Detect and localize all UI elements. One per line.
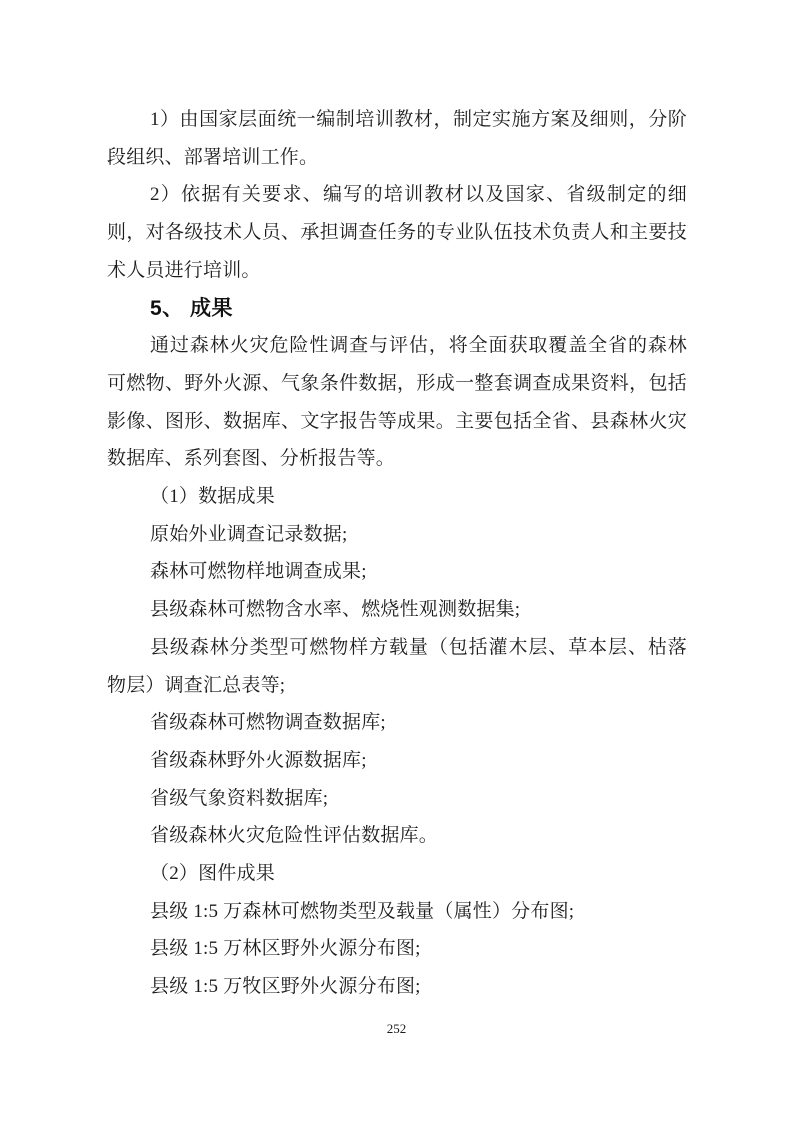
paragraph-training-item-2: 2）依据有关要求、编写的培训教材以及国家、省级制定的细则，对各级技术人员、承担调查任务的专业队伍技术负责人和主要技术人员进行培训。 <box>107 184 687 281</box>
list-item-county-fuel-moisture-dataset: 县级森林可燃物含水率、燃烧性观测数据集; <box>150 599 521 621</box>
page-number: 252 <box>386 1021 407 1036</box>
section-heading-results: 5、 成果 <box>150 296 234 320</box>
subsection-label-map-results: （2）图件成果 <box>150 863 275 885</box>
list-item-province-fuel-survey-database: 省级森林可燃物调查数据库; <box>150 712 386 734</box>
list-item-county-pasture-fire-source-map: 县级 1:5 万牧区野外火源分布图; <box>150 976 421 998</box>
list-item-province-weather-database: 省级气象资料数据库; <box>150 787 329 809</box>
list-item-raw-field-survey-data: 原始外业调查记录数据; <box>150 523 348 545</box>
paragraph-training-item-1: 1）由国家层面统一编制培训教材，制定实施方案及细则，分阶段组织、部署培训工作。 <box>107 109 687 168</box>
paragraph-results-overview: 通过森林火灾危险性调查与评估，将全面获取覆盖全省的森林可燃物、野外火源、气象条件数据，形成一整套调查成果资料，包括影像、图形、数据库、文字报告等成果。主要包括全省、县森林火灾数据库、系列套图、分析报告等。 <box>107 335 687 470</box>
page-footer <box>0 1020 793 1038</box>
subsection-label-data-results: （1）数据成果 <box>150 486 275 508</box>
document-body <box>107 101 687 1006</box>
list-item-fuel-plot-survey-results: 森林可燃物样地调查成果; <box>150 561 367 583</box>
list-item-county-fuel-type-load-map: 县级 1:5 万森林可燃物类型及载量（属性）分布图; <box>150 900 575 922</box>
list-item-county-forest-fire-source-map: 县级 1:5 万林区野外火源分布图; <box>150 938 421 960</box>
list-item-province-fire-source-database: 省级森林野外火源数据库; <box>150 749 367 771</box>
list-item-province-risk-assessment-database: 省级森林火灾危险性评估数据库。 <box>150 825 439 847</box>
list-item-county-fuel-load-summary: 县级森林分类型可燃物样方载量（包括灌木层、草本层、枯落物层）调查汇总表等; <box>107 636 687 696</box>
